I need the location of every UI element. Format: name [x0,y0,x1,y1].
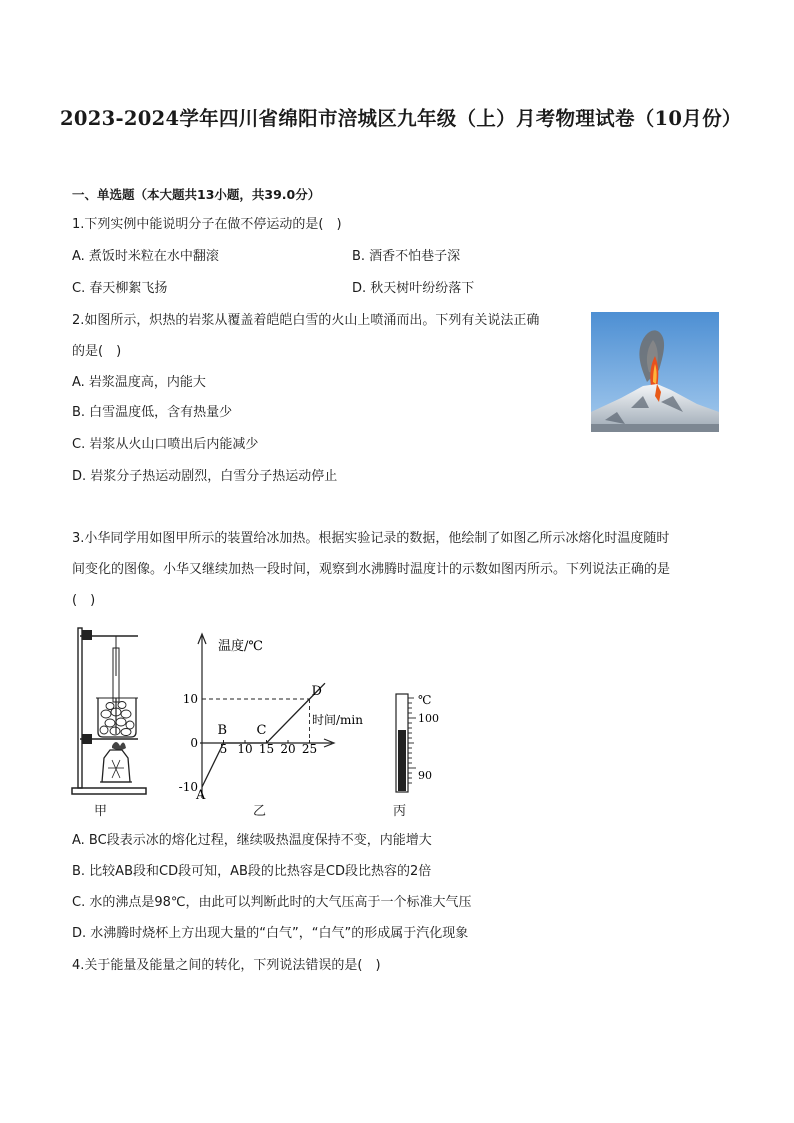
graph-point-label: A [196,788,206,803]
graph-point-label: D [311,684,322,699]
thermometer-tick-100: 100 [418,712,439,725]
volcano-photo [591,312,719,432]
question-2-stem-line2: 的是( ) [72,344,122,359]
figure-yi-label: 乙 [253,804,267,819]
figure-bing-label: 丙 [393,804,407,819]
question-3-stem-line3: ( ) [72,593,96,608]
graph-y-tick-label: 10 [182,692,198,706]
question-2-option-a: A. 岩浆温度高，内能大 [72,375,206,390]
thermometer-tick-90: 90 [418,769,432,782]
graph-x-tick-label: 25 [301,742,318,756]
question-2-stem-line1: 2.如图所示，炽热的岩浆从覆盖着皑皑白雪的火山上喷涌而出。下列有关说法正确 [72,313,540,328]
graph-y-tick-label: -10 [178,780,198,794]
graph-x-tick-label: 15 [258,742,275,756]
thermometer-diagram [388,690,448,796]
apparatus-diagram [68,622,158,798]
temperature-time-graph [172,626,372,806]
question-1-option-a: A. 煮饭时米粒在水中翻滚 [72,249,219,264]
question-3-option-a: A. BC段表示冰的熔化过程，继续吸热温度保持不变，内能增大 [72,833,432,848]
thermometer-unit: ℃ [418,693,432,707]
question-2-option-b: B. 白雪温度低，含有热量少 [72,405,233,420]
graph-point-label: C [256,723,267,738]
section-heading: 一、单选题（本大题共13小题，共39.0分） [72,187,321,202]
question-3-option-c: C. 水的沸点是98℃，由此可以判断此时的大气压高于一个标准大气压 [72,895,472,910]
graph-y-tick-label: 0 [190,736,198,750]
question-1-option-c: C. 春天柳絮飞扬 [72,281,168,296]
question-3-stem-line2: 间变化的图像。小华又继续加热一段时间，观察到水沸腾时温度计的示数如图丙所示。下列说法正确的是 [72,562,671,577]
thermometer-mercury [398,730,406,791]
graph-point-label: B [217,723,228,738]
question-3-stem-line1: 3.小华同学用如图甲所示的装置给冰加热。根据实验记录的数据，他绘制了如图乙所示冰熔化时温度随时 [72,531,670,546]
question-3-option-b: B. 比较AB段和CD段可知，AB段的比热容是CD段比热容的2倍 [72,864,432,879]
question-2-option-c: C. 岩浆从火山口喷出后内能减少 [72,437,259,452]
question-1-stem: 1.下列实例中能说明分子在做不停运动的是( ) [72,217,342,232]
graph-y-label: 温度/℃ [218,639,263,654]
figure-jia-label: 甲 [94,804,108,819]
question-1-option-d: D. 秋天树叶纷纷落下 [352,281,475,296]
graph-x-tick-label: 5 [219,742,228,756]
graph-x-tick-label: 10 [237,742,253,756]
question-4-stem: 4.关于能量及能量之间的转化，下列说法错误的是( ) [72,958,381,973]
question-3-option-d: D. 水沸腾时烧杯上方出现大量的“白气”，“白气”的形成属于汽化现象 [72,926,469,941]
graph-x-tick-label: 20 [280,742,296,756]
question-2-option-d: D. 岩浆分子热运动剧烈，白雪分子热运动停止 [72,469,338,484]
graph-x-label: 时间/min [312,713,363,727]
page-title: 2023-2024学年四川省绵阳市涪城区九年级（上）月考物理试卷（10月份） [60,107,742,130]
question-1-option-b: B. 酒香不怕巷子深 [352,249,461,264]
